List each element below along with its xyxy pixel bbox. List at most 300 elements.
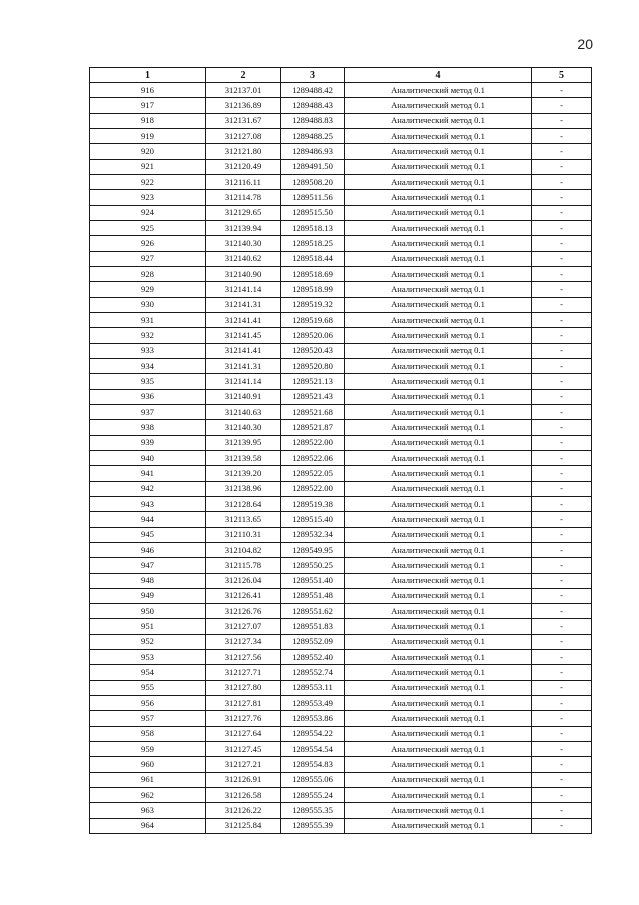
point-number-cell: 947 bbox=[90, 558, 206, 573]
table-row bbox=[90, 542, 592, 557]
x-coordinate-cell: 312141.45 bbox=[206, 328, 281, 343]
method-cell: Аналитический метод 0.1 bbox=[345, 680, 532, 695]
method-cell: Аналитический метод 0.1 bbox=[345, 220, 532, 235]
point-number-cell: 922 bbox=[90, 174, 206, 189]
x-coordinate-cell: 312139.20 bbox=[206, 466, 281, 481]
method-cell: Аналитический метод 0.1 bbox=[345, 650, 532, 665]
y-coordinate-cell: 1289518.99 bbox=[281, 282, 345, 297]
y-coordinate-cell: 1289515.40 bbox=[281, 512, 345, 527]
note-cell: - bbox=[532, 159, 592, 174]
note-cell: - bbox=[532, 420, 592, 435]
y-coordinate-cell: 1289488.43 bbox=[281, 98, 345, 113]
method-cell: Аналитический метод 0.1 bbox=[345, 634, 532, 649]
method-cell: Аналитический метод 0.1 bbox=[345, 374, 532, 389]
y-coordinate-cell: 1289551.62 bbox=[281, 604, 345, 619]
y-coordinate-cell: 1289521.13 bbox=[281, 374, 345, 389]
point-number-cell: 930 bbox=[90, 297, 206, 312]
point-number-cell: 942 bbox=[90, 481, 206, 496]
x-coordinate-cell: 312136.89 bbox=[206, 98, 281, 113]
note-cell: - bbox=[532, 742, 592, 757]
header-col-3: 3 bbox=[281, 68, 345, 83]
method-cell: Аналитический метод 0.1 bbox=[345, 757, 532, 772]
note-cell: - bbox=[532, 435, 592, 450]
y-coordinate-cell: 1289488.42 bbox=[281, 83, 345, 98]
header-row bbox=[90, 68, 592, 83]
method-cell: Аналитический метод 0.1 bbox=[345, 496, 532, 511]
note-cell: - bbox=[532, 726, 592, 741]
note-cell: - bbox=[532, 205, 592, 220]
table-row bbox=[90, 726, 592, 741]
point-number-cell: 918 bbox=[90, 113, 206, 128]
method-cell: Аналитический метод 0.1 bbox=[345, 726, 532, 741]
x-coordinate-cell: 312127.45 bbox=[206, 742, 281, 757]
point-number-cell: 921 bbox=[90, 159, 206, 174]
point-number-cell: 937 bbox=[90, 404, 206, 419]
table-row bbox=[90, 358, 592, 373]
point-number-cell: 960 bbox=[90, 757, 206, 772]
y-coordinate-cell: 1289515.50 bbox=[281, 205, 345, 220]
table-row bbox=[90, 619, 592, 634]
method-cell: Аналитический метод 0.1 bbox=[345, 512, 532, 527]
table-row bbox=[90, 573, 592, 588]
point-number-cell: 916 bbox=[90, 83, 206, 98]
x-coordinate-cell: 312113.65 bbox=[206, 512, 281, 527]
y-coordinate-cell: 1289552.40 bbox=[281, 650, 345, 665]
y-coordinate-cell: 1289519.38 bbox=[281, 496, 345, 511]
x-coordinate-cell: 312116.11 bbox=[206, 174, 281, 189]
method-cell: Аналитический метод 0.1 bbox=[345, 174, 532, 189]
table-row bbox=[90, 282, 592, 297]
x-coordinate-cell: 312127.71 bbox=[206, 665, 281, 680]
x-coordinate-cell: 312140.30 bbox=[206, 236, 281, 251]
header-col-2: 2 bbox=[206, 68, 281, 83]
method-cell: Аналитический метод 0.1 bbox=[345, 312, 532, 327]
x-coordinate-cell: 312114.78 bbox=[206, 190, 281, 205]
point-number-cell: 931 bbox=[90, 312, 206, 327]
x-coordinate-cell: 312120.49 bbox=[206, 159, 281, 174]
table-row bbox=[90, 803, 592, 818]
point-number-cell: 962 bbox=[90, 788, 206, 803]
y-coordinate-cell: 1289555.39 bbox=[281, 818, 345, 833]
point-number-cell: 936 bbox=[90, 389, 206, 404]
x-coordinate-cell: 312127.08 bbox=[206, 128, 281, 143]
point-number-cell: 956 bbox=[90, 696, 206, 711]
note-cell: - bbox=[532, 466, 592, 481]
y-coordinate-cell: 1289555.06 bbox=[281, 772, 345, 787]
method-cell: Аналитический метод 0.1 bbox=[345, 83, 532, 98]
point-number-cell: 938 bbox=[90, 420, 206, 435]
note-cell: - bbox=[532, 604, 592, 619]
x-coordinate-cell: 312140.90 bbox=[206, 266, 281, 281]
table-row bbox=[90, 466, 592, 481]
y-coordinate-cell: 1289521.43 bbox=[281, 389, 345, 404]
table-row bbox=[90, 665, 592, 680]
table-row bbox=[90, 205, 592, 220]
x-coordinate-cell: 312128.64 bbox=[206, 496, 281, 511]
point-number-cell: 926 bbox=[90, 236, 206, 251]
table-row bbox=[90, 236, 592, 251]
method-cell: Аналитический метод 0.1 bbox=[345, 818, 532, 833]
method-cell: Аналитический метод 0.1 bbox=[345, 98, 532, 113]
x-coordinate-cell: 312104.82 bbox=[206, 542, 281, 557]
point-number-cell: 923 bbox=[90, 190, 206, 205]
y-coordinate-cell: 1289554.54 bbox=[281, 742, 345, 757]
x-coordinate-cell: 312141.14 bbox=[206, 282, 281, 297]
x-coordinate-cell: 312140.91 bbox=[206, 389, 281, 404]
table-row bbox=[90, 404, 592, 419]
y-coordinate-cell: 1289486.93 bbox=[281, 144, 345, 159]
note-cell: - bbox=[532, 266, 592, 281]
table-row bbox=[90, 113, 592, 128]
table-row bbox=[90, 818, 592, 833]
method-cell: Аналитический метод 0.1 bbox=[345, 696, 532, 711]
note-cell: - bbox=[532, 144, 592, 159]
y-coordinate-cell: 1289532.34 bbox=[281, 527, 345, 542]
method-cell: Аналитический метод 0.1 bbox=[345, 266, 532, 281]
note-cell: - bbox=[532, 174, 592, 189]
method-cell: Аналитический метод 0.1 bbox=[345, 404, 532, 419]
table-row bbox=[90, 788, 592, 803]
note-cell: - bbox=[532, 665, 592, 680]
note-cell: - bbox=[532, 573, 592, 588]
x-coordinate-cell: 312115.78 bbox=[206, 558, 281, 573]
x-coordinate-cell: 312125.84 bbox=[206, 818, 281, 833]
note-cell: - bbox=[532, 481, 592, 496]
x-coordinate-cell: 312141.41 bbox=[206, 312, 281, 327]
table-row bbox=[90, 328, 592, 343]
point-number-cell: 939 bbox=[90, 435, 206, 450]
point-number-cell: 917 bbox=[90, 98, 206, 113]
x-coordinate-cell: 312126.41 bbox=[206, 588, 281, 603]
y-coordinate-cell: 1289488.83 bbox=[281, 113, 345, 128]
method-cell: Аналитический метод 0.1 bbox=[345, 128, 532, 143]
table-row bbox=[90, 343, 592, 358]
y-coordinate-cell: 1289553.49 bbox=[281, 696, 345, 711]
y-coordinate-cell: 1289551.40 bbox=[281, 573, 345, 588]
y-coordinate-cell: 1289521.87 bbox=[281, 420, 345, 435]
method-cell: Аналитический метод 0.1 bbox=[345, 558, 532, 573]
x-coordinate-cell: 312127.81 bbox=[206, 696, 281, 711]
table-row bbox=[90, 696, 592, 711]
point-number-cell: 932 bbox=[90, 328, 206, 343]
x-coordinate-cell: 312127.76 bbox=[206, 711, 281, 726]
method-cell: Аналитический метод 0.1 bbox=[345, 159, 532, 174]
x-coordinate-cell: 312127.34 bbox=[206, 634, 281, 649]
x-coordinate-cell: 312140.62 bbox=[206, 251, 281, 266]
method-cell: Аналитический метод 0.1 bbox=[345, 343, 532, 358]
note-cell: - bbox=[532, 113, 592, 128]
point-number-cell: 925 bbox=[90, 220, 206, 235]
table-row bbox=[90, 98, 592, 113]
y-coordinate-cell: 1289554.83 bbox=[281, 757, 345, 772]
method-cell: Аналитический метод 0.1 bbox=[345, 450, 532, 465]
table-row bbox=[90, 435, 592, 450]
x-coordinate-cell: 312126.22 bbox=[206, 803, 281, 818]
point-number-cell: 933 bbox=[90, 343, 206, 358]
y-coordinate-cell: 1289551.83 bbox=[281, 619, 345, 634]
y-coordinate-cell: 1289518.25 bbox=[281, 236, 345, 251]
table-row bbox=[90, 772, 592, 787]
method-cell: Аналитический метод 0.1 bbox=[345, 604, 532, 619]
point-number-cell: 958 bbox=[90, 726, 206, 741]
point-number-cell: 943 bbox=[90, 496, 206, 511]
note-cell: - bbox=[532, 788, 592, 803]
x-coordinate-cell: 312121.80 bbox=[206, 144, 281, 159]
x-coordinate-cell: 312126.58 bbox=[206, 788, 281, 803]
y-coordinate-cell: 1289522.05 bbox=[281, 466, 345, 481]
method-cell: Аналитический метод 0.1 bbox=[345, 772, 532, 787]
coordinates-table bbox=[89, 67, 592, 834]
method-cell: Аналитический метод 0.1 bbox=[345, 481, 532, 496]
y-coordinate-cell: 1289519.32 bbox=[281, 297, 345, 312]
method-cell: Аналитический метод 0.1 bbox=[345, 665, 532, 680]
point-number-cell: 957 bbox=[90, 711, 206, 726]
table-row bbox=[90, 742, 592, 757]
x-coordinate-cell: 312131.67 bbox=[206, 113, 281, 128]
table-row bbox=[90, 83, 592, 98]
point-number-cell: 955 bbox=[90, 680, 206, 695]
note-cell: - bbox=[532, 128, 592, 143]
x-coordinate-cell: 312110.31 bbox=[206, 527, 281, 542]
y-coordinate-cell: 1289491.50 bbox=[281, 159, 345, 174]
note-cell: - bbox=[532, 588, 592, 603]
y-coordinate-cell: 1289552.09 bbox=[281, 634, 345, 649]
table-row bbox=[90, 251, 592, 266]
table-row bbox=[90, 266, 592, 281]
method-cell: Аналитический метод 0.1 bbox=[345, 466, 532, 481]
x-coordinate-cell: 312139.94 bbox=[206, 220, 281, 235]
note-cell: - bbox=[532, 297, 592, 312]
note-cell: - bbox=[532, 312, 592, 327]
table-row bbox=[90, 144, 592, 159]
header-col-5: 5 bbox=[532, 68, 592, 83]
table-row bbox=[90, 680, 592, 695]
y-coordinate-cell: 1289551.48 bbox=[281, 588, 345, 603]
method-cell: Аналитический метод 0.1 bbox=[345, 435, 532, 450]
point-number-cell: 935 bbox=[90, 374, 206, 389]
method-cell: Аналитический метод 0.1 bbox=[345, 236, 532, 251]
point-number-cell: 949 bbox=[90, 588, 206, 603]
note-cell: - bbox=[532, 803, 592, 818]
table-row bbox=[90, 374, 592, 389]
table-row bbox=[90, 711, 592, 726]
y-coordinate-cell: 1289553.86 bbox=[281, 711, 345, 726]
x-coordinate-cell: 312141.31 bbox=[206, 297, 281, 312]
table-row bbox=[90, 220, 592, 235]
note-cell: - bbox=[532, 680, 592, 695]
x-coordinate-cell: 312126.04 bbox=[206, 573, 281, 588]
point-number-cell: 950 bbox=[90, 604, 206, 619]
point-number-cell: 940 bbox=[90, 450, 206, 465]
y-coordinate-cell: 1289508.20 bbox=[281, 174, 345, 189]
y-coordinate-cell: 1289553.11 bbox=[281, 680, 345, 695]
y-coordinate-cell: 1289518.44 bbox=[281, 251, 345, 266]
point-number-cell: 951 bbox=[90, 619, 206, 634]
y-coordinate-cell: 1289520.80 bbox=[281, 358, 345, 373]
point-number-cell: 954 bbox=[90, 665, 206, 680]
table-row bbox=[90, 297, 592, 312]
point-number-cell: 945 bbox=[90, 527, 206, 542]
table-row bbox=[90, 159, 592, 174]
note-cell: - bbox=[532, 650, 592, 665]
method-cell: Аналитический метод 0.1 bbox=[345, 588, 532, 603]
point-number-cell: 919 bbox=[90, 128, 206, 143]
table-row bbox=[90, 174, 592, 189]
table-header bbox=[90, 68, 592, 83]
x-coordinate-cell: 312127.80 bbox=[206, 680, 281, 695]
y-coordinate-cell: 1289554.22 bbox=[281, 726, 345, 741]
method-cell: Аналитический метод 0.1 bbox=[345, 542, 532, 557]
method-cell: Аналитический метод 0.1 bbox=[345, 420, 532, 435]
x-coordinate-cell: 312127.07 bbox=[206, 619, 281, 634]
note-cell: - bbox=[532, 619, 592, 634]
x-coordinate-cell: 312139.95 bbox=[206, 435, 281, 450]
note-cell: - bbox=[532, 98, 592, 113]
table-row bbox=[90, 496, 592, 511]
header-col-4: 4 bbox=[345, 68, 532, 83]
method-cell: Аналитический метод 0.1 bbox=[345, 144, 532, 159]
y-coordinate-cell: 1289521.68 bbox=[281, 404, 345, 419]
y-coordinate-cell: 1289555.24 bbox=[281, 788, 345, 803]
y-coordinate-cell: 1289488.25 bbox=[281, 128, 345, 143]
point-number-cell: 963 bbox=[90, 803, 206, 818]
x-coordinate-cell: 312140.30 bbox=[206, 420, 281, 435]
method-cell: Аналитический метод 0.1 bbox=[345, 742, 532, 757]
table-row bbox=[90, 604, 592, 619]
method-cell: Аналитический метод 0.1 bbox=[345, 788, 532, 803]
method-cell: Аналитический метод 0.1 bbox=[345, 328, 532, 343]
table-row bbox=[90, 481, 592, 496]
y-coordinate-cell: 1289520.43 bbox=[281, 343, 345, 358]
note-cell: - bbox=[532, 558, 592, 573]
table-row bbox=[90, 558, 592, 573]
note-cell: - bbox=[532, 251, 592, 266]
point-number-cell: 928 bbox=[90, 266, 206, 281]
note-cell: - bbox=[532, 220, 592, 235]
point-number-cell: 959 bbox=[90, 742, 206, 757]
table-row bbox=[90, 634, 592, 649]
x-coordinate-cell: 312139.58 bbox=[206, 450, 281, 465]
x-coordinate-cell: 312127.21 bbox=[206, 757, 281, 772]
x-coordinate-cell: 312141.31 bbox=[206, 358, 281, 373]
point-number-cell: 946 bbox=[90, 542, 206, 557]
note-cell: - bbox=[532, 634, 592, 649]
x-coordinate-cell: 312129.65 bbox=[206, 205, 281, 220]
note-cell: - bbox=[532, 496, 592, 511]
note-cell: - bbox=[532, 343, 592, 358]
point-number-cell: 961 bbox=[90, 772, 206, 787]
note-cell: - bbox=[532, 450, 592, 465]
method-cell: Аналитический метод 0.1 bbox=[345, 803, 532, 818]
note-cell: - bbox=[532, 818, 592, 833]
x-coordinate-cell: 312127.56 bbox=[206, 650, 281, 665]
note-cell: - bbox=[532, 772, 592, 787]
table-row bbox=[90, 128, 592, 143]
point-number-cell: 941 bbox=[90, 466, 206, 481]
table-row bbox=[90, 389, 592, 404]
method-cell: Аналитический метод 0.1 bbox=[345, 358, 532, 373]
y-coordinate-cell: 1289555.35 bbox=[281, 803, 345, 818]
note-cell: - bbox=[532, 542, 592, 557]
note-cell: - bbox=[532, 757, 592, 772]
note-cell: - bbox=[532, 374, 592, 389]
y-coordinate-cell: 1289552.74 bbox=[281, 665, 345, 680]
note-cell: - bbox=[532, 282, 592, 297]
note-cell: - bbox=[532, 512, 592, 527]
x-coordinate-cell: 312140.63 bbox=[206, 404, 281, 419]
x-coordinate-cell: 312127.64 bbox=[206, 726, 281, 741]
table-row bbox=[90, 420, 592, 435]
note-cell: - bbox=[532, 696, 592, 711]
method-cell: Аналитический метод 0.1 bbox=[345, 527, 532, 542]
note-cell: - bbox=[532, 83, 592, 98]
x-coordinate-cell: 312126.91 bbox=[206, 772, 281, 787]
point-number-cell: 944 bbox=[90, 512, 206, 527]
point-number-cell: 920 bbox=[90, 144, 206, 159]
table-row bbox=[90, 512, 592, 527]
y-coordinate-cell: 1289549.95 bbox=[281, 542, 345, 557]
x-coordinate-cell: 312137.01 bbox=[206, 83, 281, 98]
method-cell: Аналитический метод 0.1 bbox=[345, 297, 532, 312]
method-cell: Аналитический метод 0.1 bbox=[345, 619, 532, 634]
point-number-cell: 924 bbox=[90, 205, 206, 220]
point-number-cell: 927 bbox=[90, 251, 206, 266]
x-coordinate-cell: 312141.14 bbox=[206, 374, 281, 389]
y-coordinate-cell: 1289522.00 bbox=[281, 435, 345, 450]
table-row bbox=[90, 450, 592, 465]
note-cell: - bbox=[532, 190, 592, 205]
y-coordinate-cell: 1289518.13 bbox=[281, 220, 345, 235]
y-coordinate-cell: 1289522.06 bbox=[281, 450, 345, 465]
table-row bbox=[90, 650, 592, 665]
table-body bbox=[90, 83, 592, 834]
method-cell: Аналитический метод 0.1 bbox=[345, 389, 532, 404]
y-coordinate-cell: 1289518.69 bbox=[281, 266, 345, 281]
method-cell: Аналитический метод 0.1 bbox=[345, 205, 532, 220]
method-cell: Аналитический метод 0.1 bbox=[345, 190, 532, 205]
table-row bbox=[90, 588, 592, 603]
note-cell: - bbox=[532, 328, 592, 343]
point-number-cell: 929 bbox=[90, 282, 206, 297]
table-row bbox=[90, 190, 592, 205]
table-row bbox=[90, 527, 592, 542]
table-row bbox=[90, 757, 592, 772]
point-number-cell: 953 bbox=[90, 650, 206, 665]
point-number-cell: 948 bbox=[90, 573, 206, 588]
table-row bbox=[90, 312, 592, 327]
y-coordinate-cell: 1289520.06 bbox=[281, 328, 345, 343]
x-coordinate-cell: 312126.76 bbox=[206, 604, 281, 619]
note-cell: - bbox=[532, 404, 592, 419]
y-coordinate-cell: 1289519.68 bbox=[281, 312, 345, 327]
page-number: 20 bbox=[577, 36, 593, 52]
method-cell: Аналитический метод 0.1 bbox=[345, 282, 532, 297]
x-coordinate-cell: 312138.96 bbox=[206, 481, 281, 496]
point-number-cell: 952 bbox=[90, 634, 206, 649]
y-coordinate-cell: 1289550.25 bbox=[281, 558, 345, 573]
note-cell: - bbox=[532, 527, 592, 542]
note-cell: - bbox=[532, 358, 592, 373]
header-col-1: 1 bbox=[90, 68, 206, 83]
method-cell: Аналитический метод 0.1 bbox=[345, 113, 532, 128]
note-cell: - bbox=[532, 236, 592, 251]
method-cell: Аналитический метод 0.1 bbox=[345, 251, 532, 266]
note-cell: - bbox=[532, 711, 592, 726]
point-number-cell: 934 bbox=[90, 358, 206, 373]
note-cell: - bbox=[532, 389, 592, 404]
y-coordinate-cell: 1289522.00 bbox=[281, 481, 345, 496]
point-number-cell: 964 bbox=[90, 818, 206, 833]
